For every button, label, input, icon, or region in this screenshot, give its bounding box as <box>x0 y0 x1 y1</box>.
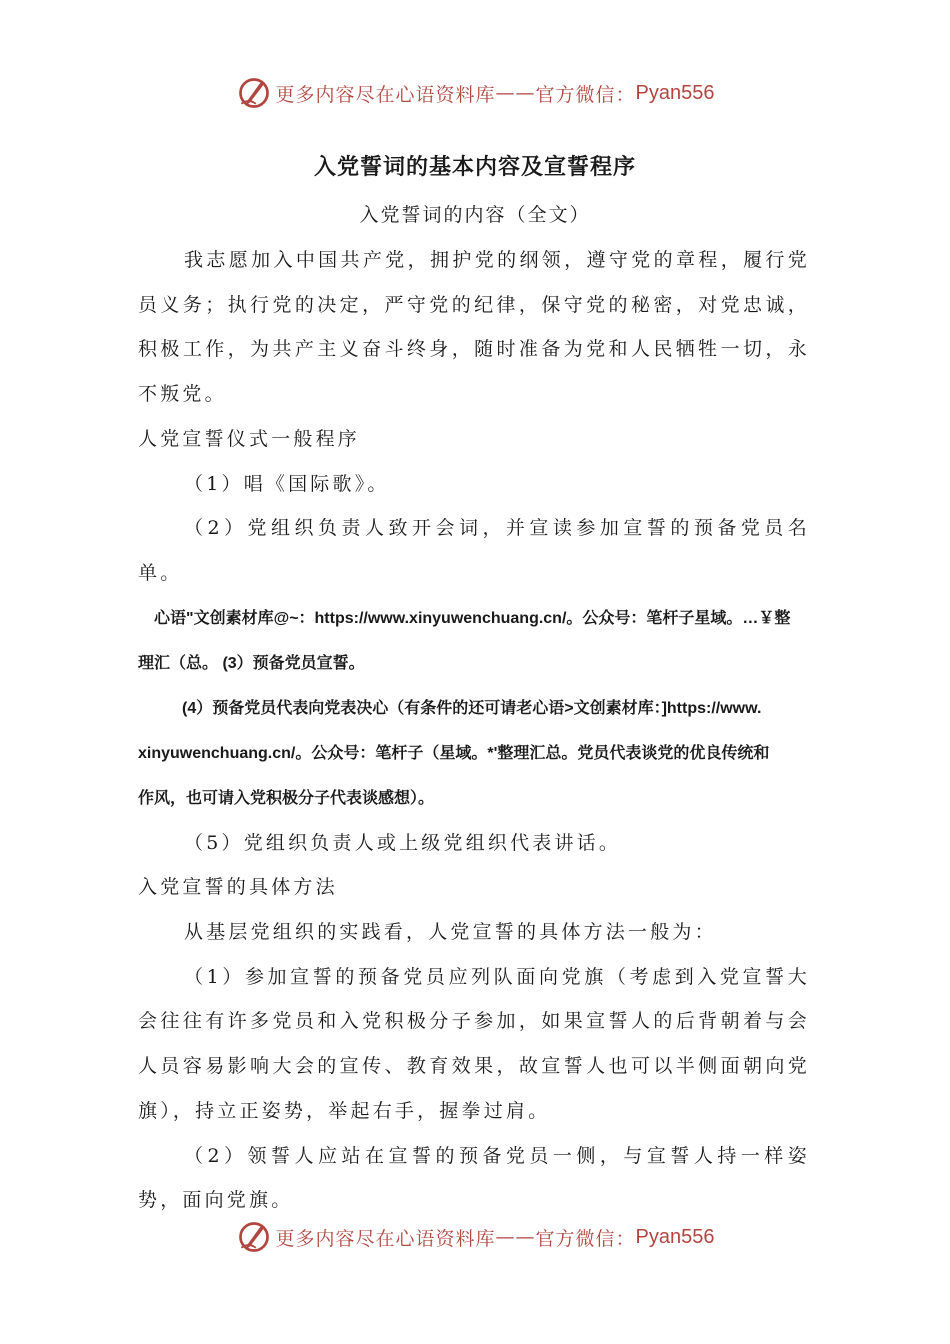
banner-brand: 更多内容尽在心语资料库 <box>275 1227 496 1250</box>
method-step-2: （2）领誓人应站在宣誓的预备党员一侧，与宣誓人持一样姿势，面向党旗。 <box>138 1144 810 1212</box>
banner-wechat-id: Pyan556 <box>635 81 715 104</box>
banner-separator: —— <box>495 1226 536 1248</box>
document-subtitle: 入党誓词的内容（全文） <box>359 204 591 226</box>
procedure-step-4-line-1: (4）预备党员代表向党表决心（有条件的还可请老心语>文创素材库：]https://www. <box>182 699 762 717</box>
watermark-text-line-1: 心语"文创素材库@~：https://www.xinyuwenchuang.cn/。公众号：笔杆子星域。…￥整 <box>154 609 791 627</box>
banner-wechat-id: Pyan556 <box>635 1225 715 1248</box>
banner-wechat-label: 官方微信： <box>535 83 636 106</box>
method-heading: 入党宣誓的具体方法 <box>138 876 338 899</box>
banner-wechat-label: 官方微信： <box>535 1227 636 1250</box>
procedure-step-4-line-3: 作风，也可请入党积极分子代表谈感想）。 <box>138 789 435 807</box>
footer-banner <box>0 1212 950 1262</box>
quill-logo-icon <box>236 1219 272 1255</box>
procedure-step-1: （1）唱《国际歌》。 <box>184 472 390 495</box>
oath-paragraph: 我志愿加入中国共产党，拥护党的纲领，遵守党的章程，履行党员义务；执行党的决定，严守党的纪律，保守党的秘密，对党忠诚，积极工作，为共产主义奋斗终身，随时准备为党和人民牺牲一切，永不叛党。 <box>138 249 810 406</box>
banner-separator: —— <box>495 82 536 104</box>
method-intro: 从基层党组织的实践看，人党宣誓的具体方法一般为： <box>184 921 717 944</box>
document-title: 入党誓词的基本内容及宣誓程序 <box>313 154 636 180</box>
quill-logo-icon <box>236 75 272 111</box>
procedure-heading: 人党宣誓仪式一般程序 <box>138 427 361 450</box>
banner-brand: 更多内容尽在心语资料库 <box>275 83 496 106</box>
watermark-text-line-2: 理汇（总。 (3）预备党员宣誓。 <box>138 654 365 672</box>
document-body <box>138 238 810 1223</box>
procedure-step-5: （5）党组织负责人或上级党组织代表讲话。 <box>184 831 622 854</box>
procedure-step-4-line-2: xinyuwenchuang.cn/。公众号：笔杆子（星域。*'整理汇总。党员代表谈党的优良传统和 <box>138 744 770 762</box>
procedure-step-2: （2）党组织负责人致开会词，并宣读参加宣誓的预备党员名单。 <box>138 517 810 584</box>
header-banner <box>0 68 950 118</box>
method-step-1: （1）参加宣誓的预备党员应列队面向党旗（考虑到入党宣誓大会往往有许多党员和入党积极分子参加，如果宣誓人的后背朝着与会人员容易影响大会的宣传、教育效果，故宣誓人也可以半侧面朝向党旗），持立正姿势，举起右手，握拳过肩。 <box>138 965 810 1122</box>
